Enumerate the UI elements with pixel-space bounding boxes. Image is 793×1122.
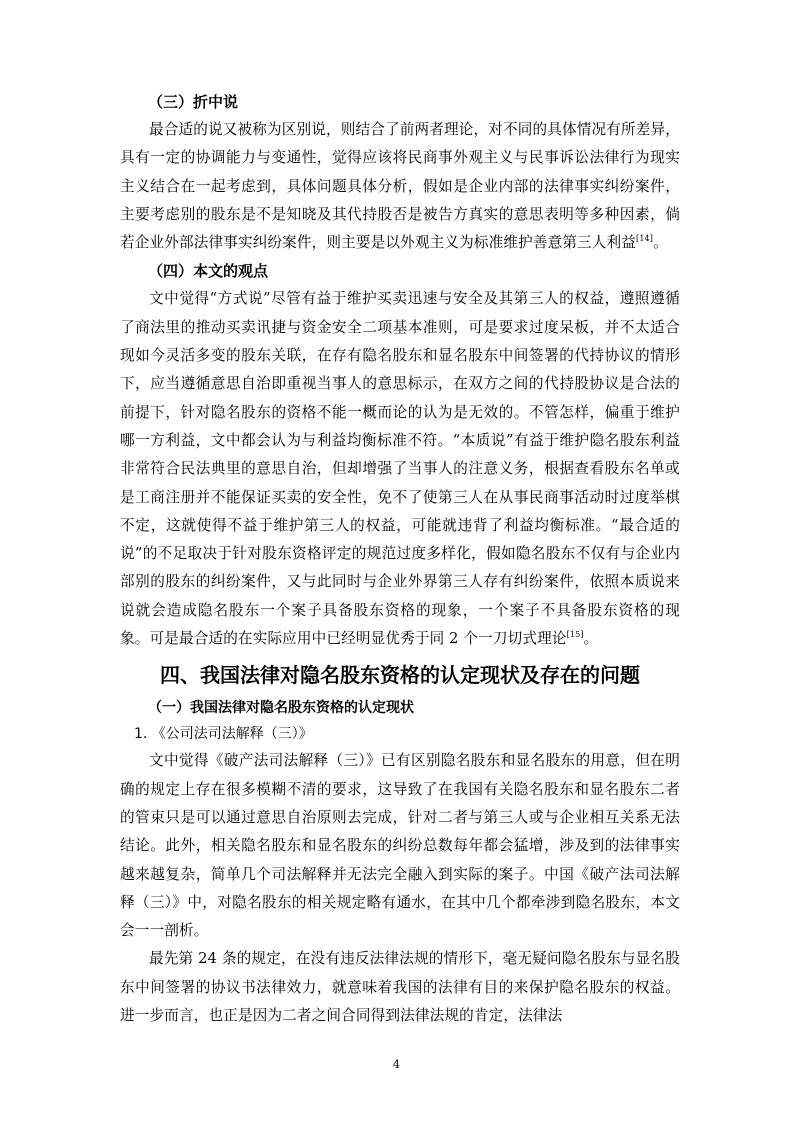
paragraph-text: 最合适的说又被称为区别说，则结合了前两者理论，对不同的具体情况有所差异，具有一定的协调能力与变通性，觉得应该将民商事外观主义与民事诉讼法律行为现实主义结合在一起考虑到，具体问题具体分析，假如是企业内部的法律事实纠纷案件，主要考虑别的股东是不是知晓及其代持股否是被告方真实的意思表明等多种因素，倘若企业外部法律事实纠纷案件，则主要是以外观主义为标准维护善意第三人利益 [120, 121, 680, 252]
paragraph-compromise-theory [120, 116, 680, 257]
section-heading-4: （四）本文的观点 [148, 262, 269, 281]
paragraph-author-view [120, 285, 680, 653]
section-heading-3: （三）折中说 [148, 93, 239, 111]
paragraph-text: 文中觉得“方式说”尽管有益于维护买卖迅速与安全及其第三人的权益，遵照遵循了商法里的推动买卖讯捷与资金安全二项基本准则，可是要求过度呆板，并不太适合现如今灵活多变的股东关联，在存有隐名股东和显名股东中间签署的代持协议的情形下，应当遵循意思自治即重视当事人的意思标示，在双方之间的代持股协议是合法的前提下，针对隐名股东的资格不能一概而论的认为是无效的。不管怎样，偏重于维护哪一方利益，文中都会认为与利益均衡标准不符。“本质说”有益于维护隐名股东利益非常符合民法典里的意思自治，但却增强了当事人的注意义务，根据查看股东名单或是工商注册并不能保证买卖的安全性，免不了使第三人在从事民商事活动时过度举棋不定，这就使得不益于维护第三人的权益，可能就违背了利益均衡标准。“最合适的说”的不足取决于针对股东资格评定的规范过度多样化，假如隐名股东不仅有与企业内部别的股东的纠纷案件，又与此同时与企业外界第三人存有纠纷案件，依照本质说来说就会造成隐名股东一个案子具备股东资格的现象，一个案子不具备股东资格的现象。可是最合适的在实际应用中已经明显优秀于同 2 个一刀切式理论 [120, 290, 680, 648]
item-heading: 1. 《公司法司法解释（三）》 [134, 726, 313, 743]
subsection-heading: （一）我国法律对隐名股东资格的认定现状 [148, 700, 414, 717]
chapter-heading: 四、我国法律对隐名股东资格的认定现状及存在的问题 [160, 663, 640, 688]
paragraph-tail: 。 [583, 630, 599, 648]
citation-ref: [15] [566, 630, 584, 640]
paragraph-judicial-interpretation: 文中觉得《破产法司法解释（三）》已有区别隐名股东和显名股东的用意，但在明确的规定上存在很多模糊不清的要求，这导致了在我国有关隐名股东和显名股东二者的管束只是可以通过意思自治原则去完成，针对二者与第三人或与企业相互关系无法结论。此外，相关隐名股东和显名股东的纠纷总数每年都会猛增，涉及到的法律事实越来越复杂，简单几个司法解释并无法完全融入到实际的案子。中国《破产法司法解释（三）》中，对隐名股东的相关规定略有通水，在其中几个都牵涉到隐名股东，本文会一一剖析。 [120, 752, 680, 940]
paragraph-tail: 。 [653, 234, 668, 252]
paragraph-article-24: 最先第 24 条的规定，在没有违反法律法规的情形下，毫无疑问隐名股东与显名股东中间签署的协议书法律效力，就意味着我国的法律有目的来保护隐名股东的权益。进一步而言，也正是因为二者之间合同得到法律法规的肯定，法律法 [120, 950, 680, 1025]
document-body [120, 88, 680, 1030]
citation-ref: [14] [636, 234, 654, 244]
page-number: 4 [393, 1058, 400, 1071]
